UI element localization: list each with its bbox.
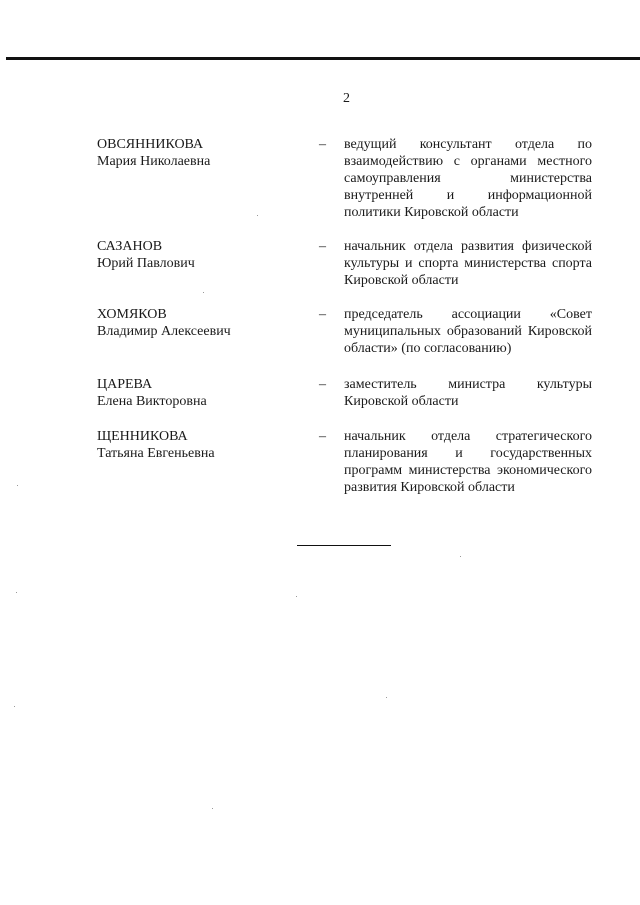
member-name: [97, 306, 307, 340]
scan-speck: [212, 808, 213, 809]
scan-speck: [16, 592, 17, 593]
member-given-names: Мария Николаевна: [97, 154, 211, 169]
member-surname: ХОМЯКОВ: [97, 307, 167, 322]
member-given-names: Юрий Павлович: [97, 256, 195, 271]
header-rule: [6, 57, 640, 60]
separator-dash: –: [319, 429, 326, 444]
scan-speck: [14, 706, 15, 707]
member-role: заместитель министра культуры Кировской области: [344, 377, 592, 409]
scan-speck: [17, 485, 18, 486]
closing-rule: [297, 545, 391, 546]
member-given-names: Татьяна Евгеньевна: [97, 446, 215, 461]
member-surname: ЦАРЕВА: [97, 377, 153, 392]
page-number: 2: [343, 91, 350, 106]
member-role: начальник отдела развития физической культуры и спорта министерства спорта Кировской области: [344, 239, 592, 288]
member-given-names: Владимир Алексеевич: [97, 324, 231, 339]
member-name: [97, 376, 307, 410]
separator-dash: –: [319, 137, 326, 152]
scan-speck: [257, 215, 258, 216]
scan-speck: [386, 697, 387, 698]
member-given-names: Елена Викторовна: [97, 394, 207, 409]
member-role: председатель ассоциации «Совет муниципальных образований Кировской области» (по согласованию): [344, 307, 592, 356]
member-name: [97, 136, 307, 170]
scan-speck: [296, 596, 297, 597]
member-name: [97, 428, 307, 462]
scan-speck: [203, 292, 204, 293]
member-surname: ОВСЯННИКОВА: [97, 137, 204, 152]
member-name: [97, 238, 307, 272]
member-surname: ЩЕННИКОВА: [97, 429, 188, 444]
member-role: ведущий консультант отдела по взаимодействию с органами местного самоуправления министерства внутренней и информационной политики Кировской области: [344, 137, 592, 220]
separator-dash: –: [319, 239, 326, 254]
member-surname: САЗАНОВ: [97, 239, 163, 254]
scan-speck: [460, 556, 461, 557]
separator-dash: –: [319, 377, 326, 392]
member-role: начальник отдела стратегического планирования и государственных программ министерства экономического развития Кировской области: [344, 429, 592, 495]
separator-dash: –: [319, 307, 326, 322]
